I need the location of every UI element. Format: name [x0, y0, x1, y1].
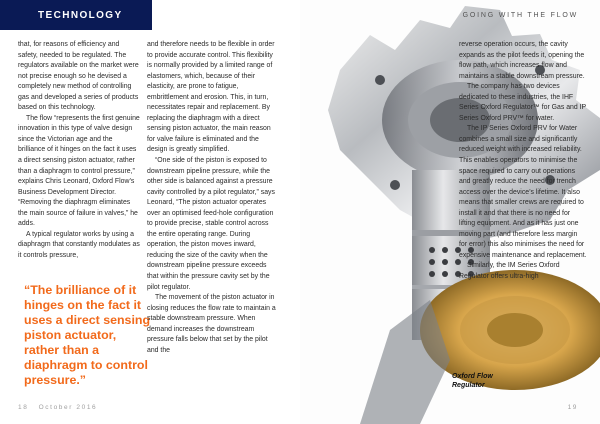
paragraph: A typical regulator works by using a diaphragm that constantly modulates as it controls pressure, — [18, 230, 140, 259]
page-number: 18 — [18, 404, 29, 411]
column-1 — [18, 40, 140, 261]
column-3 — [459, 40, 587, 283]
paragraph: and therefore needs to be flexible in order to provide accurate control. This flexibility is normally provided by a limited range of elastomers, which, because of their elasticity, are prone to fatigue, embrittlement and erosion. This, in turn, necessitates repair and replacement. By replacing the diaphragm with a direct sensing piston actuator, the main reason for valve failure is eliminated and the design is greatly simplified. — [147, 41, 275, 154]
paragraph: that, for reasons of efficiency and safety, needed to be regulated. The regulators available on the market were not precise enough so he devised a completely new method of controlling gas and developed a series of products based on this technology. — [18, 41, 139, 112]
column-2 — [147, 40, 277, 356]
photo-caption — [452, 372, 512, 390]
section-tab — [0, 0, 152, 30]
paragraph: The IP Series Oxford PRV for Water combines a small size and significantly reduced weight with increased reliability. This enables operators to minimise the space required to carry out operations and greatly reduce the need for trench access over the device’s lifetime. It also means that smaller crews are required to install it and that there is no need for lifting equipment. And as it has just one moving part (and therefore less margin for error) this also minimises the need for expensive maintenance and replacement. — [459, 125, 587, 259]
caption-line: Oxford Flow — [452, 373, 493, 380]
right-page — [300, 0, 600, 424]
paragraph: reverse operation occurs, the cavity expands as the pilot feeds it, opening the flow path, which increases flow and maintains a stable downstream pressure. — [459, 41, 585, 80]
folio-left — [18, 404, 97, 411]
section-label: TECHNOLOGY — [38, 10, 123, 21]
issue-date: October 2016 — [38, 404, 98, 411]
running-head: GOING WITH THE FLOW — [462, 12, 578, 19]
paragraph: The movement of the piston actuator in closing reduces the flow rate to maintain a stable downstream pressure. When demand increases the downstream pressure falls below that set by the pilot and the — [147, 294, 276, 354]
folio-right: 19 — [567, 404, 578, 411]
paragraph: Similarly, the IM Series Oxford Regulator offers ultra-high — [459, 262, 560, 281]
paragraph: “One side of the piston is exposed to downstream pipeline pressure, while the other side is balanced against a pressure cavity controlled by a pilot regulator,” says Leonard, “The piston actuator operates over an optimised feed-hole configuration to provide precise, stable control across the entire operating range. During operation, the piston moves inward, reducing the size of the cavity when the downstream pipeline pressure exceeds that within the pressure cavity set by the pilot regulator. — [147, 157, 275, 291]
paragraph: The company has two devices dedicated to these industries, the IHF Series Oxford Regulator™ for Gas and IP Series Oxford PRV™ for water. — [459, 83, 587, 122]
paragraph: The flow “represents the first genuine innovation in this type of valve design since the Victorian age and the brilliance of it hinges on the fact it uses a direct sensing piston actuator, rather than a diaphragm to control pressure,” explains Chris Leonard, Oxford Flow’s Business Development Director. “Removing the diaphragm eliminates the main source of failure in valves,” he adds. — [18, 114, 140, 228]
pull-quote: “The brilliance of it hinges on the fact it uses a direct sensing piston actuator, rather than a diaphragm to control pressure.” — [24, 283, 151, 387]
caption-line: Regulator — [452, 382, 485, 389]
